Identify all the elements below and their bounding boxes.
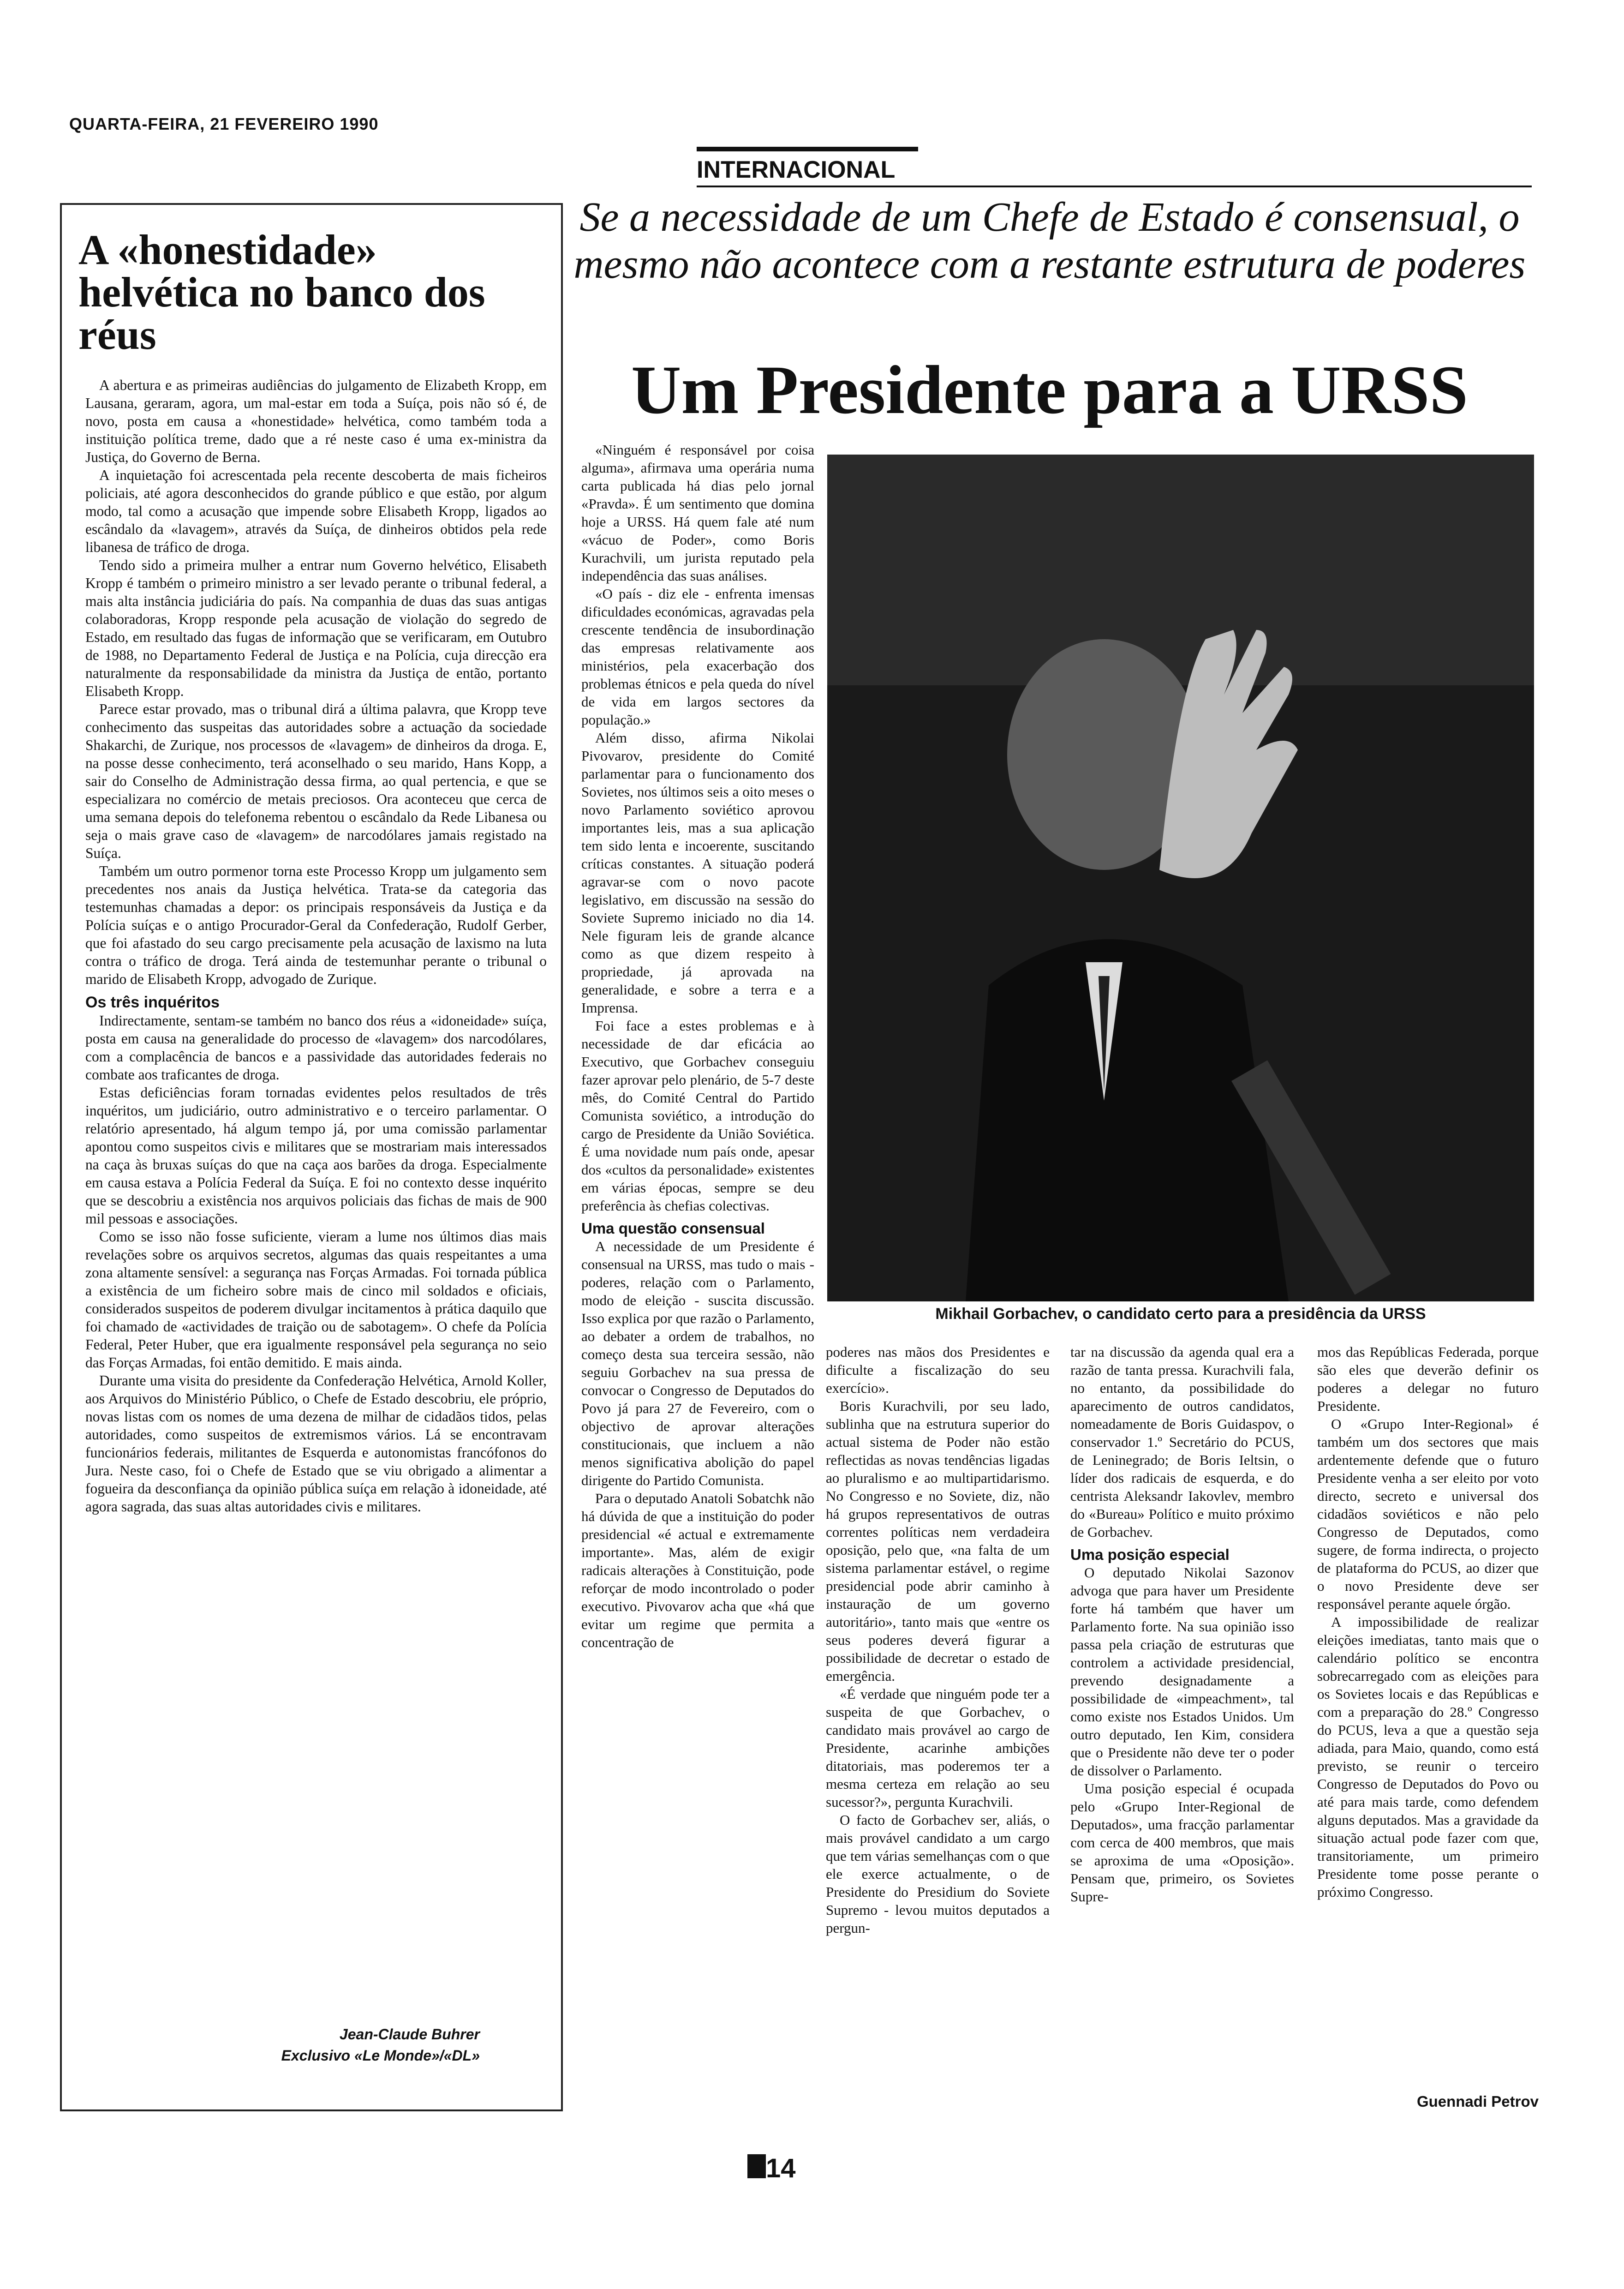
article-paragraph: O deputado Nikolai Sazonov advoga que para haver um Presidente forte há também que haver um Parlamento forte. Na sua opinião isso passa pela criação de estruturas que controlem a actividade presidencial, prevendo designadamente a possibilidade de «impeachment», tal como existe nos Estados Unidos. Um outro deputado, Ien Kim, considera que o Presidente não deve ter o poder de dissolver o Parlamento. bbox=[1070, 1564, 1294, 1779]
article-paragraph: «É verdade que ninguém pode ter a suspeita de que Gorbachev, o candidato mais provável ao cargo de Presidente, acarinhe ambições ditatoriais, mas poderemos ter a mesma certeza em relação ao seu sucessor?», pergunta Kurachvili. bbox=[826, 1686, 1050, 1810]
article-paragraph: A necessidade de um Presidente é consensual na URSS, mas tudo o mais - poderes, relação com o Parlamento, modo de eleição - suscita discussão. Isso explica por que razão o Parlamento, ao debater a ordem de trabalhos, no começo desta sua terceira sessão, não seguiu Gorbachev na sua pressa de convocar o Congresso de Deputados do Povo já para 27 de Fevereiro, com o objectivo de aprovar alterações constitucionais, que incluem a não menos significativa abolição do papel dirigente do Partido Comunista. bbox=[581, 1238, 814, 1488]
photo-caption: Mikhail Gorbachev, o candidato certo para a presidência da URSS bbox=[935, 1305, 1426, 1323]
article-headline: Um Presidente para a URSS bbox=[631, 352, 1468, 428]
article-paragraph: Além disso, afirma Nikolai Pivovarov, presidente do Comité parlamentar para o funcionamento dos Sovietes, nos últimos seis a oito meses o novo Parlamento soviético aprovou importantes leis, mas a sua aplicação tem sido lenta e incoerente, suscitando críticas constantes. A situação poderá agravar-se com o novo pacote legislativo, em discussão na sessão do Soviete Supremo iniciado no dia 14. Nele figuram leis de grande alcance como as que dizem respeito à propriedade, já aprovada na generalidade, e sobre a terra e a Imprensa. bbox=[581, 730, 814, 1016]
photo-illustration bbox=[827, 455, 1534, 1301]
article-column-1 bbox=[581, 441, 814, 1651]
article-column-4 bbox=[1317, 1343, 1539, 1901]
sidebar-paragraph: Indirectamente, sentam-se também no banco dos réus a «idoneidade» suíça, posta em causa na generalidade do processo de «lavagem» dos narcodólares, com a complacência de bancos e a passividade das autoridades federais no combate aos traficantes de droga. bbox=[85, 1013, 547, 1083]
sidebar-subhead: Os três inquéritos bbox=[85, 994, 220, 1011]
article-author: Guennadi Petrov bbox=[1416, 2093, 1539, 2110]
sidebar-paragraph: Também um outro pormenor torna este Processo Kropp um julgamento sem precedentes nos anais da Justiça helvética. Trata-se da categoria das testemunhas chamadas a depor: os principais responsáveis da Justiça e da Polícia suíças e o antigo Procurador-Geral da Confederação, Rudolf Gerber, que foi afastado do seu cargo precisamente pela acusação de laxismo na luta contra o tráfico de droga. Terá ainda de testemunhar perante o tribunal o marido de Elisabeth Kropp, advogado de Zurique. bbox=[85, 863, 547, 987]
sidebar-author: Jean-Claude Buhrer bbox=[339, 2026, 480, 2043]
section-rule bbox=[697, 186, 1532, 187]
article-paragraph: Boris Kurachvili, por seu lado, sublinha que na estrutura superior do actual sistema de Poder não estão reflectidas as novas tendências ligadas ao pluralismo e ao multipartidarismo. No Congresso e no Soviete, diz, não há grupos representativos de outras correntes políticas nem verdadeira oposição, pelo que, «na falta de um sistema parlamentar estável, o regime presidencial pode abrir caminho à instauração de um governo autoritário», tanto mais que «entre os seus poderes deverá figurar a possibilidade de decretar o estado de emergência. bbox=[826, 1398, 1050, 1684]
article-paragraph: Uma posição especial é ocupada pelo «Grupo Inter-Regional de Deputados», uma fracção parlamentar com cerca de 400 membros, que mais se aproxima de uma «Oposição». Pensam que, primeiro, os Sovietes Supre- bbox=[1070, 1780, 1294, 1905]
article-subhead: Uma questão consensual bbox=[581, 1220, 765, 1237]
sidebar-paragraph: A abertura e as primeiras audiências do julgamento de Elizabeth Kropp, em Lausana, geraram, agora, um mal-estar em toda a Suíça, pois não só é, de novo, posta em causa a «honestidade» helvética, como também toda a instituição política treme, dado que a ré neste caso é uma ex-ministra da Justiça, do Governo de Berna. bbox=[85, 377, 547, 465]
article-paragraph: poderes nas mãos dos Presidentes e dificulte a fiscalização do seu exercício». bbox=[826, 1344, 1050, 1396]
section-bar bbox=[697, 147, 918, 151]
sidebar-paragraph: Tendo sido a primeira mulher a entrar num Governo helvético, Elisabeth Kropp é também o primeiro ministro a ser levado perante o tribunal federal, a mais alta instância judiciária do país. Na companhia de duas das suas antigas colaboradoras, Kropp responde pela acusação de violação do segredo de Estado, em resultado das fugas de informação que se verificaram, em Outubro de 1988, no Departamento Federal de Justiça e na Polícia, cuja direcção era naturalmente da responsabilidade da ministra da Justiça de então, portanto Elisabeth Kropp. bbox=[85, 557, 547, 699]
article-paragraph: «Ninguém é responsável por coisa alguma», afirmava uma operária numa carta publicada há dias pelo jornal «Pravda». É um sentimento que domina hoje a URSS. Há quem fale até num «vácuo de Poder», como Boris Kurachvili, um jurista reputado pela independência das suas análises. bbox=[581, 442, 814, 584]
sidebar-source: Exclusivo «Le Monde»/«DL» bbox=[281, 2047, 480, 2064]
article-paragraph: A impossibilidade de realizar eleições imediatas, tanto mais que o calendário político se encontra sobrecarregado com as eleições para os Sovietes locais e das Repúblicas e com a preparação do 28.º Congresso do PCUS, leva a que a questão seja adiada, para Maio, quando, como está previsto, se reunir o terceiro Congresso de Deputados do Povo ou até para mais tarde, como defendem alguns deputados. Mas a gravidade da situação actual pode fazer com que, transitoriamente, um primeiro Presidente tome posse perante o próximo Congresso. bbox=[1317, 1614, 1539, 1900]
article-column-2 bbox=[826, 1343, 1050, 1937]
sidebar-paragraph: Como se isso não fosse suficiente, vieram a lume nos últimos dias mais revelações sobre os arquivos secretos, algumas das quais respeitantes a uma zona altamente sensível: a segurança nas Forças Armadas. Foi tornada pública a existência de um ficheiro sobre mais de cinco mil soldados e oficiais, considerados suspeitos de poderem divulgar incitamentos à prática daquilo que foi chamado de «actividades de traição ou de sabotagem». O chefe da Polícia Federal, Peter Huber, que era igualmente responsável pela segurança no seio das Forças Armadas, foi então demitido. E mais ainda. bbox=[85, 1228, 547, 1371]
page-number: 14 bbox=[766, 2153, 796, 2183]
sidebar-paragraph: Durante uma visita do presidente da Confederação Helvética, Arnold Koller, aos Arquivos do Ministério Público, o Chefe de Estado descobriu, ele próprio, novas listas com os nomes de uma dezena de milhar de cidadãos tidos, pelas autoridades, como suspeitos de extremismos vários. Lá se encontravam funcionários federais, militantes de Esquerda e autonomistas francófonos do Jura. Neste caso, foi o Chefe de Estado que se viu obrigado a alimentar a fogueira da desconfiança da opinião pública suíça em relação à idoneidade, até agora sagrada, das suas altas autoridades civis e militares. bbox=[85, 1372, 547, 1515]
sidebar-body bbox=[85, 376, 547, 1516]
article-subhead: Uma posição especial bbox=[1070, 1546, 1230, 1563]
article-paragraph: O facto de Gorbachev ser, aliás, o mais provável candidato a um cargo que tem várias semelhanças com o que ele exerce actualmente, o de Presidente do Presidium do Soviete Supremo - levou muitos deputados a pergun- bbox=[826, 1812, 1050, 1936]
article-paragraph: mos das Repúblicas Federada, porque são eles que deverão definir os poderes a delegar no futuro Presidente. bbox=[1317, 1344, 1539, 1414]
article-paragraph: O «Grupo Inter-Regional» é também um dos sectores que mais ardentemente defende que o futuro Presidente venha a ser eleito por voto directo, secreto e universal dos cidadãos soviéticos e não pelo Congresso de Deputados, como sugere, de forma indirecta, o projecto de plataforma do PCUS, ao dizer que o novo Presidente deve ser responsável perante aquele órgão. bbox=[1317, 1416, 1539, 1612]
dateline: QUARTA-FEIRA, 21 FEVEREIRO 1990 bbox=[69, 114, 379, 133]
article-column-3 bbox=[1070, 1343, 1294, 1906]
sidebar-title: A «honestidade» helvética no banco dos réus bbox=[78, 226, 485, 358]
sidebar-paragraph: Parece estar provado, mas o tribunal dirá a última palavra, que Kropp teve conhecimento das suspeitas das autoridades sobre a actuação da sociedade Shakarchi, de Zurique, nos processos de «lavagem» de dinheiros da droga. E, na posse desse conhecimento, terá aconselhado o seu marido, Hans Kopp, a sair do Conselho de Administração dessa firma, ao qual pertencia, e que se especializara no comércio de metais preciosos. Ora aconteceu que cerca de uma semana depois do telefonema rebentou o escândalo da Rede Libanesa ou seja o mais grave caso de «lavagem» de narcodólares jamais registado na Suíça. bbox=[85, 701, 547, 861]
gorbachev-photo bbox=[827, 455, 1534, 1301]
article-paragraph: Para o deputado Anatoli Sobatchk não há dúvida de que a instituição do poder presidencial «é actual e extremamente importante». Mas, além de exigir radicais alterações à Constituição, pode reforçar de modo incontrolado o poder executivo. Pivovarov acha que «há que evitar um regime que permita a concentração de bbox=[581, 1490, 814, 1650]
sidebar-signature bbox=[138, 2024, 480, 2066]
folio-mark bbox=[747, 2154, 766, 2178]
article-kicker: Se a necessidade de um Chefe de Estado é consensual, o mesmo não acontece com a restante estrutura de poderes bbox=[573, 194, 1526, 287]
sidebar-paragraph: A inquietação foi acrescentada pela recente descoberta de mais ficheiros policiais, até agora desconhecidos do grande público e que estão, por algum modo, tal como a acusação que impende sobre Elisabeth Kropp, ligados ao escândalo da «lavagem», através da Suíça, de dinheiros obtidos pela rede libanesa de tráfico de droga. bbox=[85, 467, 547, 555]
article-paragraph: «O país - diz ele - enfrenta imensas dificuldades económicas, agravadas pela crescente tendência de insubordinação das empresas relativamente aos ministérios, pela exacerbação dos problemas étnicos e pela queda do nível de vida em largos sectores da população.» bbox=[581, 586, 814, 728]
article-paragraph: tar na discussão da agenda qual era a razão de tanta pressa. Kurachvili fala, no entanto, da possibilidade do aparecimento de outros candidatos, nomeadamente de Boris Guidaspov, o conservador 1.º Secretário do PCUS, de Leninegrado; de Boris Ieltsin, o líder dos radicais de esquerda, e do centrista Aleksandr Iakovlev, membro do «Bureau» Político e muito próximo de Gorbachev. bbox=[1070, 1344, 1294, 1540]
sidebar-paragraph: Estas deficiências foram tornadas evidentes pelos resultados de três inquéritos, um judiciário, outro administrativo e o terceiro parlamentar. O relatório apresentado, há algum tempo já, por uma comissão parlamentar apontou como suspeitos civis e militares que se mostrariam mais interessados na caça às bruxas suíças do que na caça aos barões da droga. Especialmente em causa estava a Polícia Federal da Suíça. E foi no contexto desse inquérito que se descobriu a existência nos arquivos policiais das fichas de mais de 900 mil pessoas e associações. bbox=[85, 1085, 547, 1227]
section-label: INTERNACIONAL bbox=[697, 156, 896, 183]
article-paragraph: Foi face a estes problemas e à necessidade de dar eficácia ao Executivo, que Gorbachev conseguiu fazer aprovar pelo plenário, de 5-7 deste mês, do Comité Central do Partido Comunista soviético, a introdução do cargo de Presidente da União Soviética. É uma novidade num país onde, apesar dos «cultos da personalidade» existentes em várias épocas, sempre se deu preferência às chefias colectivas. bbox=[581, 1018, 814, 1214]
